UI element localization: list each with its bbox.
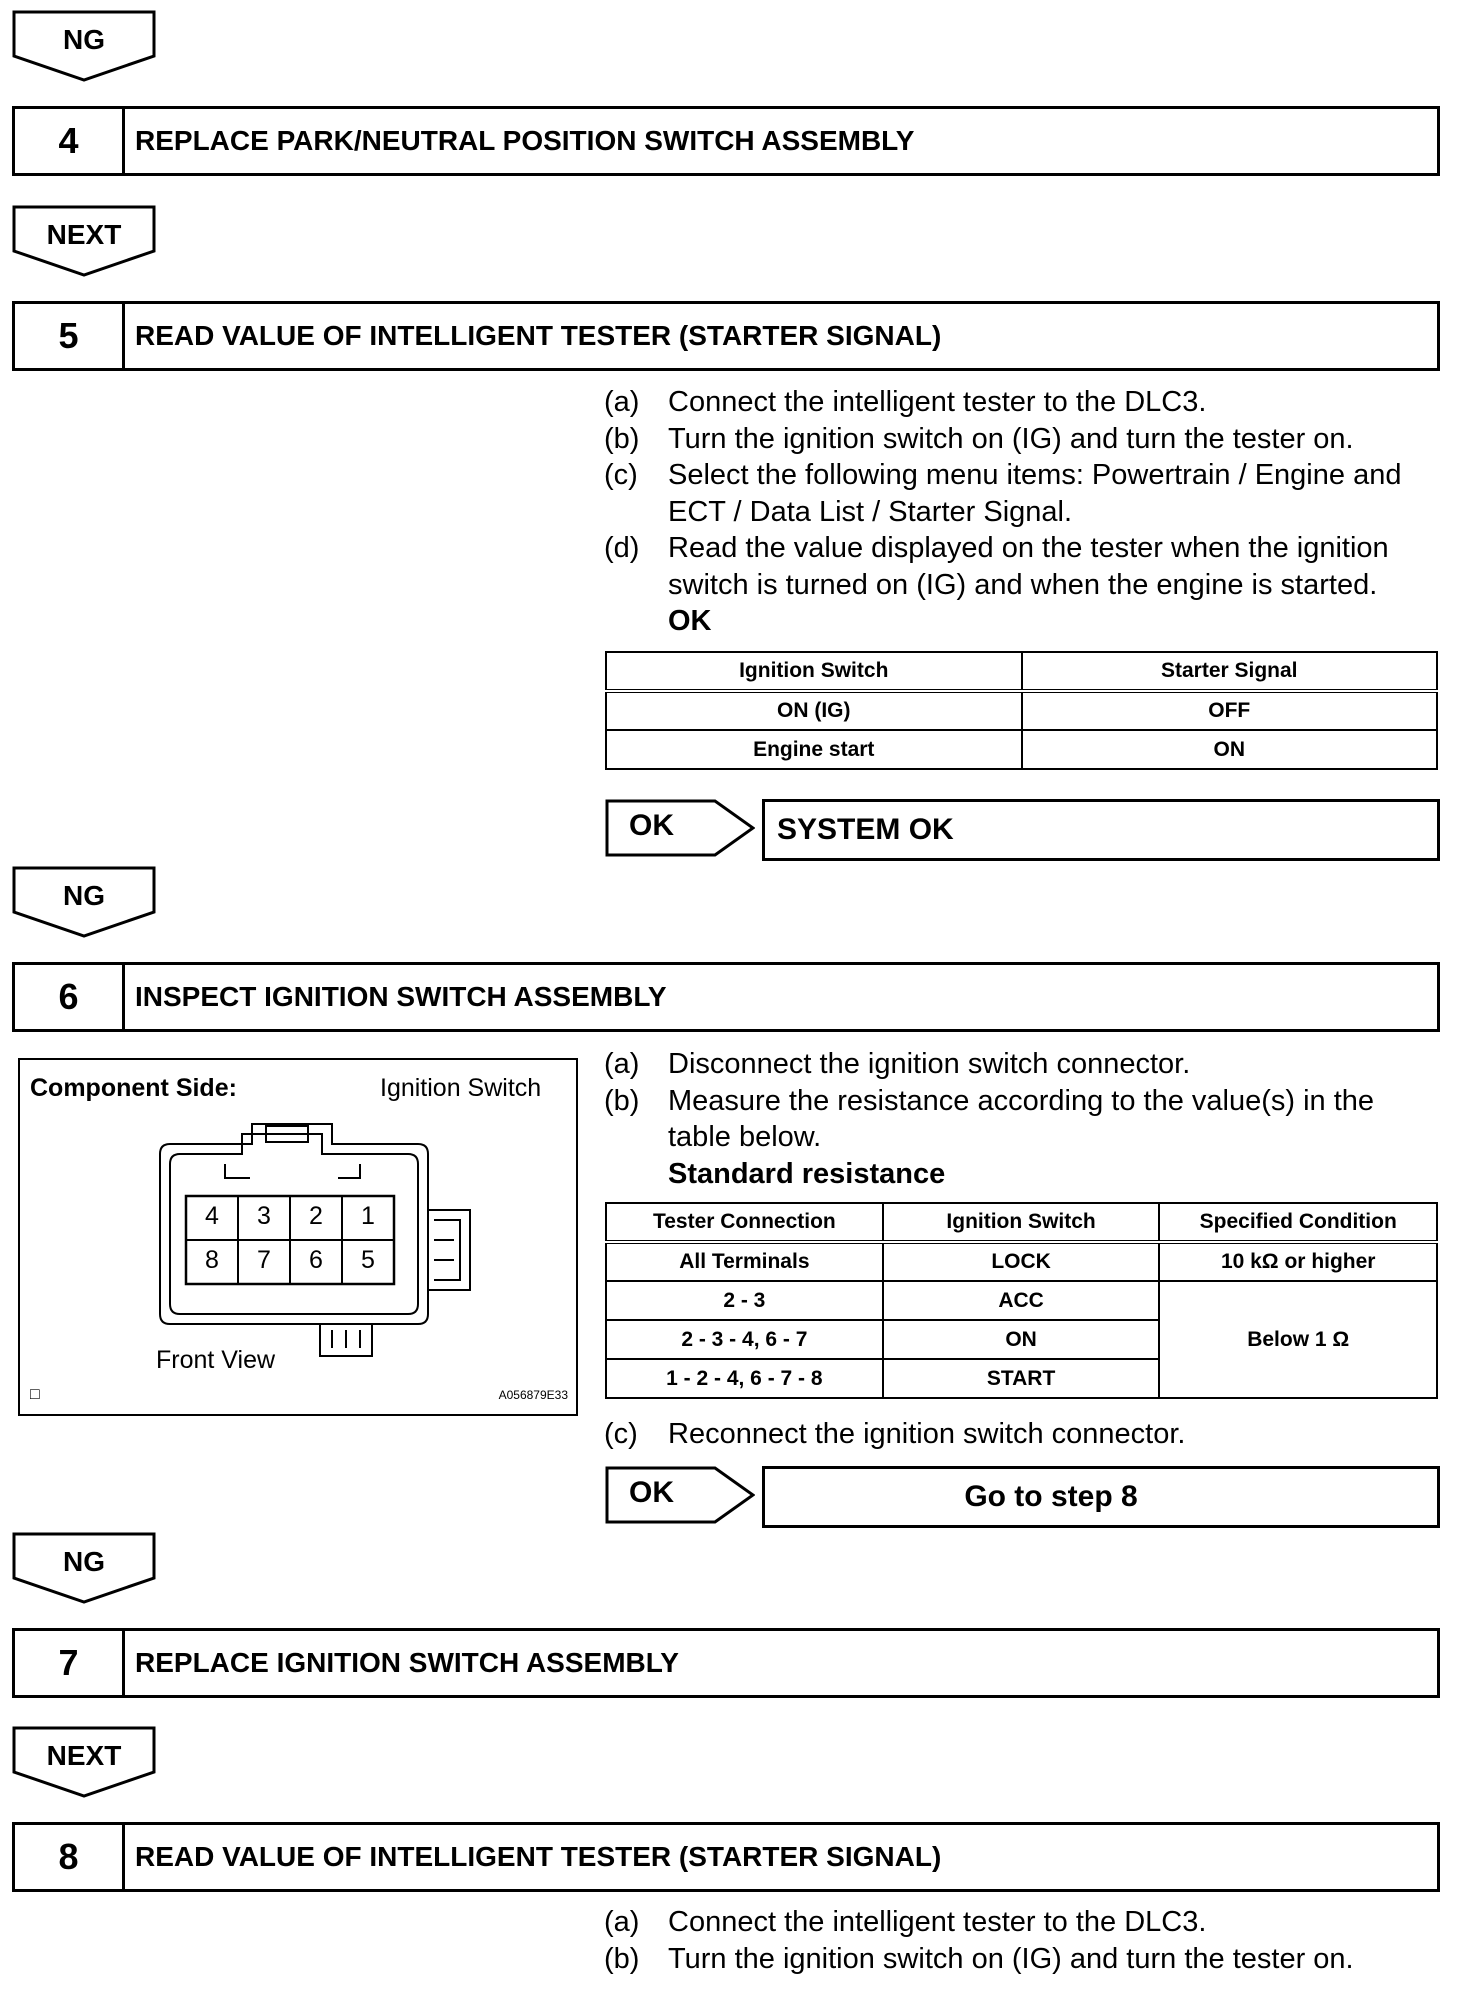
item-text: Read the value displayed on the tester when the ignition switch is turned on (IG) and when the engine is started. <box>668 532 1389 601</box>
table-header: Starter Signal <box>1022 652 1438 691</box>
item-letter: (a) <box>604 386 640 418</box>
flow-ng-3 <box>12 1532 156 1604</box>
table-cell: 2 - 3 - 4, 6 - 7 <box>606 1320 883 1359</box>
pin-5: 5 <box>361 1246 375 1274</box>
step-title: REPLACE IGNITION SWITCH ASSEMBLY <box>135 1647 679 1678</box>
step-5-instructions <box>604 384 1444 640</box>
table-cell: ON <box>883 1320 1160 1359</box>
step-title: READ VALUE OF INTELLIGENT TESTER (STARTER SIGNAL) <box>135 320 942 351</box>
item-letter: (c) <box>604 1418 638 1450</box>
connector-figure <box>18 1058 578 1416</box>
item-text: Reconnect the ignition switch connector. <box>668 1418 1186 1450</box>
flow-label: NG <box>63 24 105 55</box>
table-header-row <box>606 1203 1437 1242</box>
pin-3: 3 <box>257 1202 271 1230</box>
step-title: INSPECT IGNITION SWITCH ASSEMBLY <box>135 981 667 1012</box>
pin-4: 4 <box>205 1202 219 1230</box>
flow-ng-1 <box>12 10 156 82</box>
pin-7: 7 <box>257 1246 271 1274</box>
standard-resistance-heading: Standard resistance <box>668 1157 946 1190</box>
table-header: Ignition Switch <box>883 1203 1160 1242</box>
item-text: Turn the ignition switch on (IG) and turn the tester on. <box>668 422 1354 455</box>
step-7-header <box>12 1628 1440 1698</box>
flow-next-2 <box>12 1726 156 1798</box>
result-box: Go to step 8 <box>762 1466 1440 1528</box>
flow-label: NEXT <box>46 219 122 250</box>
table-cell: ACC <box>883 1281 1160 1320</box>
step-number: 6 <box>15 965 125 1029</box>
item-letter: (a) <box>604 1048 640 1080</box>
table-cell: ON (IG) <box>606 691 1022 730</box>
step-number: 7 <box>15 1631 125 1695</box>
table-cell: 1 - 2 - 4, 6 - 7 - 8 <box>606 1359 883 1398</box>
table-row <box>606 1281 1437 1320</box>
connector-diagram-icon <box>20 1060 580 1418</box>
item-text: Disconnect the ignition switch connector. <box>668 1048 1191 1080</box>
flow-label: NG <box>63 880 105 911</box>
flow-label: NEXT <box>46 1740 122 1771</box>
table-cell: 10 kΩ or higher <box>1159 1242 1437 1281</box>
step-6-instructions <box>604 1046 1444 1192</box>
flow-next-1 <box>12 205 156 277</box>
step-5-header <box>12 301 1440 371</box>
table-cell: LOCK <box>883 1242 1160 1281</box>
step-8-instructions <box>604 1904 1444 1977</box>
table-header: Tester Connection <box>606 1203 883 1242</box>
table-row <box>606 730 1437 769</box>
item-letter: (b) <box>604 1084 640 1117</box>
table-cell: Engine start <box>606 730 1022 769</box>
step-title: READ VALUE OF INTELLIGENT TESTER (STARTER SIGNAL) <box>135 1841 942 1872</box>
item-text: Measure the resistance according to the value(s) in the table below. <box>668 1084 1375 1153</box>
step-4-header <box>12 106 1440 176</box>
flow-label: NG <box>63 1546 105 1577</box>
table-cell: Below 1 Ω <box>1159 1281 1437 1398</box>
table-cell: 2 - 3 <box>606 1281 883 1320</box>
figure-title: Component Side: <box>30 1074 237 1102</box>
item-letter: (a) <box>604 1906 640 1938</box>
step-number: 8 <box>15 1825 125 1889</box>
figure-label: Ignition Switch <box>380 1074 542 1102</box>
flow-ng-2 <box>12 866 156 938</box>
step-5-table <box>605 651 1438 770</box>
pin-2: 2 <box>309 1202 323 1230</box>
table-header: Specified Condition <box>1159 1203 1437 1242</box>
step-6-header <box>12 962 1440 1032</box>
ok-label: OK <box>629 809 674 842</box>
step-number: 4 <box>15 109 125 173</box>
item-text: Select the following menu items: Powertrain / Engine and ECT / Data List / Starter Signal. <box>668 459 1402 528</box>
item-letter: (b) <box>604 422 640 455</box>
item-text: Connect the intelligent tester to the DLC3. <box>668 1906 1207 1938</box>
ok-heading: OK <box>668 605 712 637</box>
pin-1: 1 <box>361 1202 375 1230</box>
pin-6: 6 <box>309 1246 323 1274</box>
item-letter: (b) <box>604 1942 640 1975</box>
step-6-after <box>604 1416 1444 1453</box>
item-letter: (d) <box>604 532 640 564</box>
pin-8: 8 <box>205 1246 219 1274</box>
item-text: Connect the intelligent tester to the DLC3. <box>668 386 1207 418</box>
table-header: Ignition Switch <box>606 652 1022 691</box>
ok-label: OK <box>629 1476 674 1509</box>
step-8-header <box>12 1822 1440 1892</box>
figure-mark-icon: □ <box>30 1386 40 1403</box>
table-header-row <box>606 652 1437 691</box>
result-box: SYSTEM OK <box>762 799 1440 861</box>
step-6-table <box>605 1202 1438 1399</box>
item-text: Turn the ignition switch on (IG) and turn the tester on. <box>668 1942 1354 1975</box>
ok-indicator <box>605 1466 755 1524</box>
table-cell: All Terminals <box>606 1242 883 1281</box>
figure-caption: Front View <box>156 1346 276 1374</box>
figure-code: A056879E33 <box>498 1388 568 1402</box>
right-arrow-box-icon <box>605 799 755 857</box>
step-title: REPLACE PARK/NEUTRAL POSITION SWITCH ASSEMBLY <box>135 125 915 156</box>
table-cell: ON <box>1022 730 1438 769</box>
step-number: 5 <box>15 304 125 368</box>
table-row <box>606 691 1437 730</box>
table-cell: START <box>883 1359 1160 1398</box>
item-letter: (c) <box>604 459 638 491</box>
table-cell: OFF <box>1022 691 1438 730</box>
right-arrow-box-icon <box>605 1466 755 1524</box>
ok-indicator <box>605 799 755 857</box>
table-row <box>606 1242 1437 1281</box>
